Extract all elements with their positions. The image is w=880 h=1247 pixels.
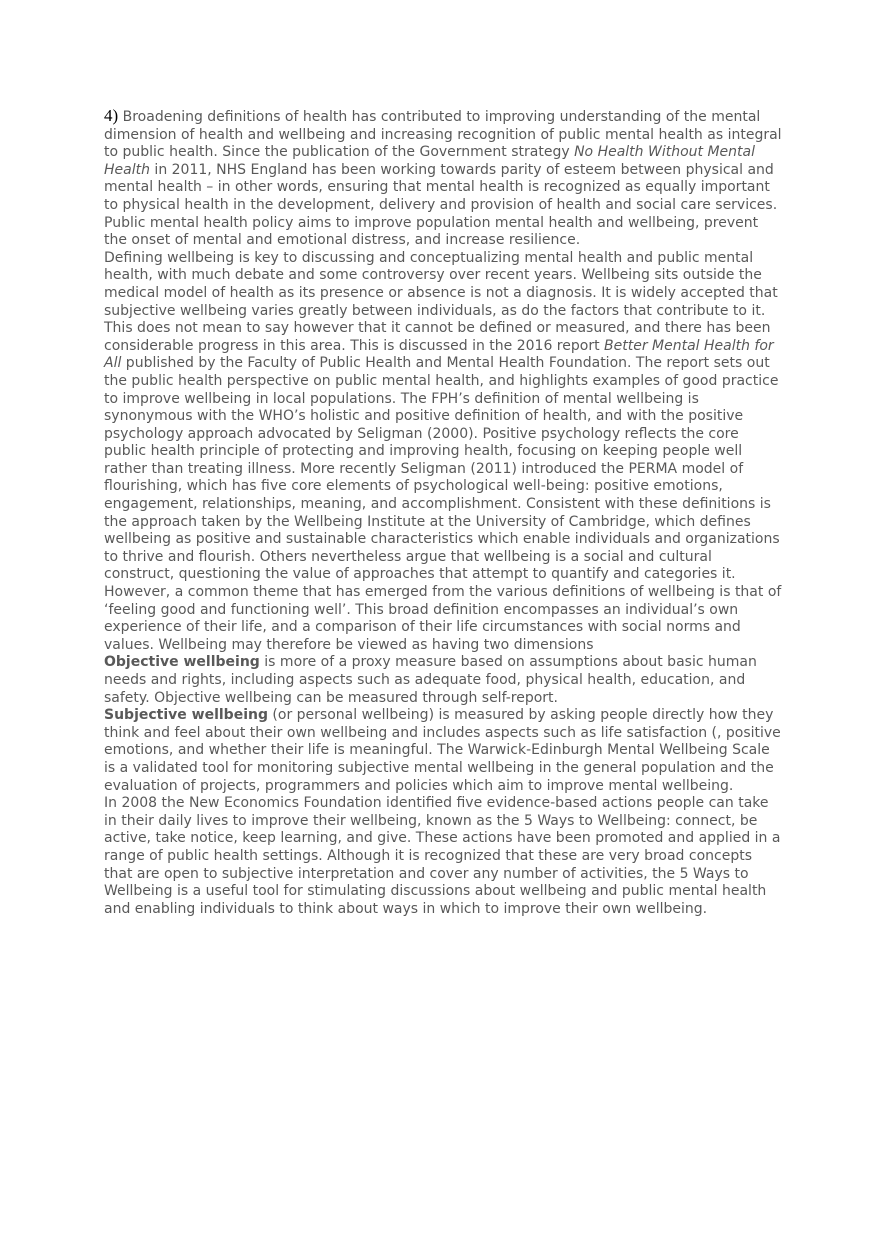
paragraph-intro-text-a: Broadening definitions of health has contributed to improving understanding of the mental dimension of health and wellbeing and increasing recognition of public mental health as integral to public health. Since the publication of the Government strategy bbox=[104, 109, 782, 161]
paragraph-common-theme: However, a common theme that has emerged from the various definitions of wellbeing is that of ‘feeling good and functioning well’. This broad definition encompasses an individual’s own experience of their life, and a comparison of their life circumstances with social norms and values. Wellbeing may therefore be viewed as having two dimensions bbox=[104, 584, 782, 653]
objective-wellbeing-term: Objective wellbeing bbox=[104, 654, 260, 671]
paragraph-intro bbox=[104, 107, 784, 250]
subjective-wellbeing-term: Subjective wellbeing bbox=[104, 707, 268, 724]
objective-wellbeing-text: is more of a proxy measure based on assumptions about basic human needs and rights, including aspects such as adequate food, physical health, education, and safety. Objective wellbeing can be measured through self-report. bbox=[104, 654, 757, 706]
paragraph-objective-wellbeing bbox=[104, 654, 784, 707]
paragraph-defining-text-a: Defining wellbeing is key to discussing and conceptualizing mental health and public mental health, with much debate and some controversy over recent years. Wellbeing sits outside the medical model of health as its presence or absence is not a diagnosis. It is widely accepted that subjective wellbeing varies greatly between individuals, as do the factors that contribute to it. This does not mean to say however that it cannot be defined or measured, and there has been considerable progress in this area. This is discussed in the 2016 report bbox=[104, 249, 778, 354]
paragraph-intro-text-b: in 2011, NHS England has been working towards parity of esteem between physical and mental health – in other words, ensuring that mental health is recognized as equally important to physical health in the development, delivery and provision of health and social care services. Public mental health policy aims to improve population mental health and wellbeing, prevent the onset of mental and emotional distress, and increase resilience. bbox=[104, 161, 778, 249]
document-body bbox=[104, 107, 784, 918]
paragraph-five-ways: In 2008 the New Economics Foundation identified five evidence-based actions people can take in their daily lives to improve their wellbeing, known as the 5 Ways to Wellbeing: connect, be active, take notice, keep learning, and give. These actions have been promoted and applied in a range of public health settings. Although it is recognized that these are very broad concepts that are open to subjective interpretation and cover any number of activities, the 5 Ways to Wellbeing is a useful tool for stimulating discussions about wellbeing and public mental health and enabling individuals to think about ways in which to improve their own wellbeing. bbox=[104, 795, 781, 917]
paragraph-defining-wellbeing bbox=[104, 250, 784, 584]
paragraph-subjective-wellbeing bbox=[104, 707, 784, 795]
section-number: 4) bbox=[104, 106, 119, 125]
subjective-wellbeing-text: (or personal wellbeing) is measured by asking people directly how they think and feel about their own wellbeing and includes aspects such as life satisfaction (, positive emotions, and whether their life is meaningful. The Warwick-Edinburgh Mental Wellbeing Scale is a validated tool for monitoring subjective mental wellbeing in the general population and the evaluation of projects, programmers and policies which aim to improve mental wellbeing. bbox=[104, 707, 781, 794]
paragraph-defining-text-b: published by the Faculty of Public Health and Mental Health Foundation. The report sets out the public health perspective on public mental health, and highlights examples of good practice to improve wellbeing in local populations. The FPH’s definition of mental wellbeing is synonymous with the WHO’s holistic and positive definition of health, and with the positive psychology approach advocated by Seligman (2000). Positive psychology reflects the core public health principle of protecting and improving health, focusing on keeping people well rather than treating illness. More recently Seligman (2011) introduced the PERMA model of flourishing, which has five core elements of psychological well-being: positive emotions, engagement, relationships, meaning, and accomplishment. Consistent with these definitions is the approach taken by the Wellbeing Institute at the University of Cambridge, which defines wellbeing as positive and sustainable characteristics which enable individuals and organizations to thrive and flourish. Others nevertheless argue that wellbeing is a social and cultural construct, questioning the value of approaches that attempt to quantify and categories it. bbox=[104, 355, 780, 583]
report-title: Better Mental Health for All bbox=[104, 337, 774, 372]
strategy-title: No Health Without Mental Health bbox=[104, 144, 755, 178]
